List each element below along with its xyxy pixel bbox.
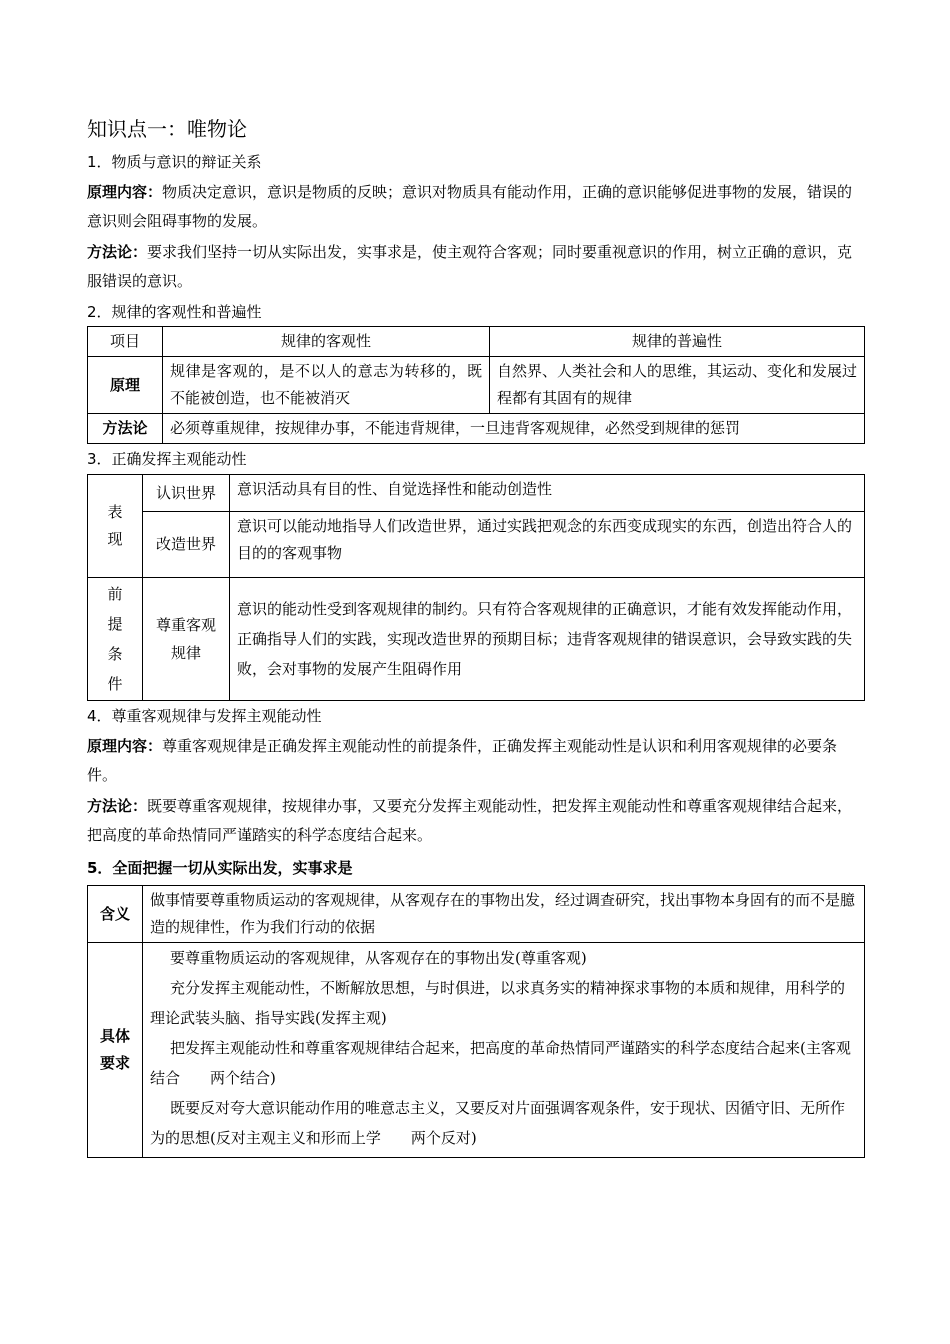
table-row <box>88 327 865 357</box>
section-5-heading: 5．全面把握一切从实际出发，实事求是 <box>87 859 353 877</box>
table-row <box>88 578 865 701</box>
row-label: 认识世界 <box>143 475 230 512</box>
table-row <box>88 475 865 512</box>
principle-text: 物质决定意识，意识是物质的反映；意识对物质具有能动作用，正确的意识能够促进事物的发展，错误的意识则会阻碍事物的发展。 <box>87 183 853 230</box>
principle-label: 原理内容： <box>87 737 163 755</box>
page-title: 知识点一：唯物论 <box>87 117 247 141</box>
law-table <box>87 326 865 444</box>
table-cell: 意识活动具有目的性、自觉选择性和能动创造性 <box>230 475 865 512</box>
row-label: 含义 <box>88 886 143 943</box>
section-1-heading: 1．物质与意识的辩证关系 <box>87 153 262 171</box>
table-row <box>88 886 865 943</box>
group-char: 件 <box>107 675 123 693</box>
table-row <box>88 357 865 414</box>
table-cell: 做事情要尊重物质运动的客观规律，从客观存在的事物出发，经过调查研究，找出事物本身固有的而不是臆造的规律性，作为我们行动的依据 <box>143 886 865 943</box>
header-cell: 规律的普遍性 <box>490 327 865 357</box>
principle-label: 原理内容： <box>87 183 163 201</box>
requirements-cell <box>143 943 865 1158</box>
table-row <box>88 943 865 1158</box>
table-row <box>88 512 865 578</box>
requirement-item: 充分发挥主观能动性，不断解放思想，与时俱进，以求真务实的精神探求事物的本质和规律，用科学的理论武装头脑、指导实践(发挥主观) <box>150 979 846 1027</box>
group-char: 条 <box>107 645 123 663</box>
row-label: 方法论 <box>88 414 163 444</box>
group-char: 表 <box>107 503 123 521</box>
initiative-table <box>87 474 865 701</box>
section-4-principle <box>87 732 865 790</box>
group-char: 提 <box>107 615 123 633</box>
section-1-method <box>87 238 865 296</box>
method-label: 方法论： <box>87 797 148 815</box>
practice-table <box>87 885 865 1158</box>
group-label-precondition <box>88 578 143 701</box>
row-label <box>88 943 143 1158</box>
row-label: 原理 <box>88 357 163 414</box>
document-page <box>87 114 865 1158</box>
row-label-line: 规律 <box>170 644 201 662</box>
group-char: 现 <box>107 530 123 548</box>
row-label: 改造世界 <box>143 512 230 578</box>
header-cell: 项目 <box>88 327 163 357</box>
table-cell: 规律是客观的，是不以人的意志为转移的，既不能被创造，也不能被消灭 <box>163 357 490 414</box>
table-cell: 意识的能动性受到客观规律的制约。只有符合客观规律的正确意识，才能有效发挥能动作用，正确指导人们的实践，实现改造世界的预期目标；违背客观规律的错误意识，会导致实践的失败，会对事物的发展产生阻碍作用 <box>230 578 865 701</box>
row-label <box>143 578 230 701</box>
requirement-item: 既要反对夸大意识能动作用的唯意志主义，又要反对片面强调客观条件，安于现状、因循守旧、无所作为的思想(反对主观主义和形而上学 两个反对) <box>150 1099 846 1147</box>
requirement-item: 要尊重物质运动的客观规律，从客观存在的事物出发(尊重客观) <box>170 949 587 967</box>
table-cell: 必须尊重规律，按规律办事，不能违背规律，一旦违背客观规律，必然受到规律的惩罚 <box>163 414 865 444</box>
principle-text: 尊重客观规律是正确发挥主观能动性的前提条件，正确发挥主观能动性是认识和利用客观规律的必要条件。 <box>87 737 838 784</box>
row-label-line: 要求 <box>99 1054 130 1072</box>
section-3-heading: 3．正确发挥主观能动性 <box>87 450 247 468</box>
section-4-heading: 4．尊重客观规律与发挥主观能动性 <box>87 707 322 725</box>
requirement-item: 把发挥主观能动性和尊重客观规律结合起来，把高度的革命热情同严谨踏实的科学态度结合起来(主客观结合 两个结合) <box>150 1039 851 1087</box>
table-cell: 意识可以能动地指导人们改造世界，通过实践把观念的东西变成现实的东西，创造出符合人的目的的客观事物 <box>230 512 865 578</box>
group-char: 前 <box>107 585 123 603</box>
section-4-method <box>87 792 865 850</box>
section-2-heading: 2．规律的客观性和普遍性 <box>87 303 262 321</box>
table-cell: 自然界、人类社会和人的思维，其运动、变化和发展过程都有其固有的规律 <box>490 357 865 414</box>
method-text: 要求我们坚持一切从实际出发，实事求是，使主观符合客观；同时要重视意识的作用，树立正确的意识，克服错误的意识。 <box>87 243 853 290</box>
method-label: 方法论： <box>87 243 148 261</box>
header-cell: 规律的客观性 <box>163 327 490 357</box>
method-text: 既要尊重客观规律，按规律办事，又要充分发挥主观能动性，把发挥主观能动性和尊重客观规律结合起来，把高度的革命热情同严谨踏实的科学态度结合起来。 <box>87 797 853 844</box>
section-1-principle <box>87 178 865 236</box>
row-label-line: 具体 <box>99 1027 130 1045</box>
row-label-line: 尊重客观 <box>155 616 216 634</box>
group-label-expression <box>88 475 143 578</box>
table-row <box>88 414 865 444</box>
